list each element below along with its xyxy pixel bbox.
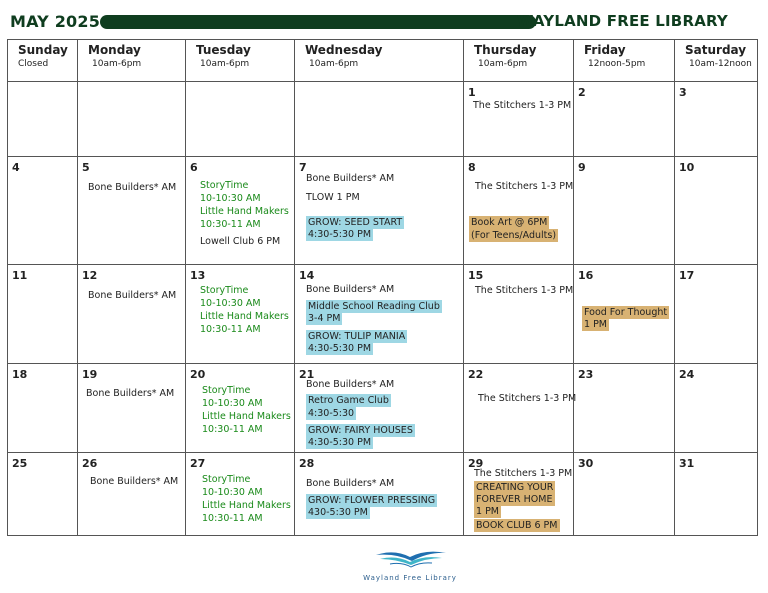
weekday-hours: 10am-6pm	[309, 59, 359, 69]
day-cell-21[interactable]	[295, 364, 464, 453]
event-little-hand-makers-time: 10:30-11 AM	[200, 324, 261, 335]
weekday-name: Thursday	[474, 43, 537, 57]
day-number: 20	[190, 368, 206, 381]
event-bone-builders: Bone Builders* AM	[306, 173, 395, 184]
weekday-name: Wednesday	[305, 43, 383, 57]
day-cell-27[interactable]	[186, 453, 295, 536]
weekday-tuesday	[186, 40, 295, 82]
book-wave-logo-icon	[370, 547, 450, 569]
event-creating-forever-home: CREATING YOUR	[476, 482, 554, 493]
day-number: 10	[679, 161, 695, 174]
day-cell-13[interactable]	[186, 265, 295, 364]
weekday-wednesday	[295, 40, 464, 82]
weekday-hours: 10am-12noon	[689, 59, 752, 69]
week-row	[8, 364, 758, 453]
day-cell-12[interactable]	[78, 265, 186, 364]
calendar-grid	[7, 39, 758, 536]
day-number: 12	[82, 269, 98, 282]
event-little-hand-makers: Little Hand Makers	[200, 206, 289, 217]
event-storytime-time: 10-10:30 AM	[202, 487, 263, 498]
event-storytime: StoryTime	[202, 385, 251, 396]
day-cell-11[interactable]	[8, 265, 78, 364]
weekday-name: Friday	[584, 43, 626, 57]
day-number: 31	[679, 457, 695, 470]
logo-caption: Wayland Free Library	[363, 574, 457, 582]
event-grow-flower-pressing-time: 430-5:30 PM	[308, 507, 368, 518]
day-cell-19[interactable]	[78, 364, 186, 453]
day-cell-9[interactable]	[574, 157, 675, 265]
event-grow-tulip-mania-time: 4:30-5:30 PM	[308, 343, 372, 354]
event-grow-tulip-mania: GROW: TULIP MANIA	[308, 331, 406, 342]
event-storytime-time: 10-10:30 AM	[200, 193, 261, 204]
day-number: 24	[679, 368, 695, 381]
day-number: 15	[468, 269, 484, 282]
day-cell-8[interactable]	[464, 157, 574, 265]
event-bone-builders: Bone Builders* AM	[88, 290, 177, 301]
event-stitchers: The Stitchers 1-3 PM	[475, 181, 574, 192]
day-number: 22	[468, 368, 484, 381]
weekday-name: Sunday	[18, 43, 68, 57]
weekday-hours: 10am-6pm	[200, 59, 250, 69]
day-number: 2	[578, 86, 586, 99]
event-retro-game-club-time: 4:30-5:30	[308, 408, 355, 419]
weekday-monday	[78, 40, 186, 82]
day-number: 3	[679, 86, 687, 99]
weekday-hours: 12noon-5pm	[588, 59, 646, 69]
event-book-art-audience: (For Teens/Adults)	[471, 230, 557, 241]
day-cell-26[interactable]	[78, 453, 186, 536]
event-storytime: StoryTime	[200, 180, 249, 191]
day-number: 8	[468, 161, 476, 174]
weekday-hours: 10am-6pm	[92, 59, 142, 69]
event-little-hand-makers: Little Hand Makers	[202, 411, 291, 422]
day-cell-14[interactable]	[295, 265, 464, 364]
event-book-art: Book Art @ 6PM	[471, 217, 548, 228]
day-number: 5	[82, 161, 90, 174]
empty-day-cell	[295, 82, 464, 157]
day-cell-5[interactable]	[78, 157, 186, 265]
weekday-saturday	[675, 40, 758, 82]
weekday-header-row	[8, 40, 758, 82]
day-cell-17[interactable]	[675, 265, 758, 364]
empty-day-cell	[186, 82, 295, 157]
day-cell-15[interactable]	[464, 265, 574, 364]
day-cell-16[interactable]	[574, 265, 675, 364]
weekday-thursday	[464, 40, 574, 82]
event-stitchers: The Stitchers 1-3 PM	[475, 285, 574, 296]
day-number: 9	[578, 161, 586, 174]
event-bone-builders: Bone Builders* AM	[306, 478, 395, 489]
day-cell-6[interactable]	[186, 157, 295, 265]
day-number: 4	[12, 161, 20, 174]
event-lowell-club: Lowell Club 6 PM	[200, 236, 281, 247]
day-number: 17	[679, 269, 695, 282]
day-number: 19	[82, 368, 98, 381]
header-divider-bar	[100, 15, 536, 29]
event-little-hand-makers-time: 10:30-11 AM	[202, 513, 263, 524]
day-number: 29	[468, 457, 484, 470]
day-number: 30	[578, 457, 594, 470]
day-number: 28	[299, 457, 315, 470]
day-number: 25	[12, 457, 28, 470]
day-cell-2[interactable]	[574, 82, 675, 157]
day-cell-28[interactable]	[295, 453, 464, 536]
day-cell-1[interactable]	[464, 82, 574, 157]
week-row	[8, 265, 758, 364]
day-number: 21	[299, 368, 315, 381]
event-grow-fairy-houses: GROW: FAIRY HOUSES	[308, 425, 413, 436]
event-middle-school-reading-club: Middle School Reading Club	[308, 301, 440, 312]
day-cell-4[interactable]	[8, 157, 78, 265]
day-cell-31[interactable]	[675, 453, 758, 536]
day-number: 27	[190, 457, 206, 470]
event-tlow: TLOW 1 PM	[306, 192, 360, 203]
event-little-hand-makers: Little Hand Makers	[202, 500, 291, 511]
event-bone-builders: Bone Builders* AM	[306, 284, 395, 295]
day-cell-3[interactable]	[675, 82, 758, 157]
day-number: 14	[299, 269, 315, 282]
event-bone-builders: Bone Builders* AM	[90, 476, 179, 487]
event-grow-flower-pressing: GROW: FLOWER PRESSING	[308, 495, 436, 506]
day-cell-7[interactable]	[295, 157, 464, 265]
event-storytime-time: 10-10:30 AM	[202, 398, 263, 409]
day-number: 26	[82, 457, 98, 470]
event-storytime: StoryTime	[200, 285, 249, 296]
event-creating-forever-home-time: 1 PM	[476, 506, 499, 517]
day-cell-29[interactable]	[464, 453, 574, 536]
empty-day-cell	[8, 82, 78, 157]
weekday-hours: 10am-6pm	[478, 59, 528, 69]
event-stitchers: The Stitchers 1-3 PM	[474, 468, 573, 479]
day-cell-20[interactable]	[186, 364, 295, 453]
day-number: 7	[299, 161, 307, 174]
empty-day-cell	[78, 82, 186, 157]
event-stitchers: The Stitchers 1-3 PM	[473, 100, 572, 111]
day-number: 1	[468, 86, 476, 99]
day-cell-23[interactable]	[574, 364, 675, 453]
week-row	[8, 157, 758, 265]
event-grow-seed-start-time: 4:30-5:30 PM	[308, 229, 372, 240]
event-book-club: BOOK CLUB 6 PM	[476, 520, 558, 531]
event-bone-builders: Bone Builders* AM	[86, 388, 175, 399]
day-number: 16	[578, 269, 594, 282]
weekday-name: Saturday	[685, 43, 747, 57]
event-grow-fairy-houses-time: 4:30-5:30 PM	[308, 437, 372, 448]
library-logo	[360, 547, 460, 582]
weekday-sunday	[8, 40, 78, 82]
event-stitchers: The Stitchers 1-3 PM	[478, 393, 577, 404]
day-cell-22[interactable]	[464, 364, 577, 453]
day-cell-24[interactable]	[675, 364, 758, 453]
event-bone-builders: Bone Builders* AM	[88, 182, 177, 193]
week-row	[8, 453, 758, 536]
day-cell-30[interactable]	[574, 453, 675, 536]
weekday-name: Monday	[88, 43, 141, 57]
event-little-hand-makers: Little Hand Makers	[200, 311, 289, 322]
event-creating-forever-home-line2: FOREVER HOME	[476, 494, 553, 505]
event-storytime: StoryTime	[202, 474, 251, 485]
event-reading-club-time: 3-4 PM	[308, 313, 341, 324]
day-number: 23	[578, 368, 594, 381]
event-food-for-thought: Food For Thought	[584, 307, 668, 318]
weekday-hours: Closed	[18, 59, 49, 69]
week-row	[8, 82, 758, 157]
event-little-hand-makers-time: 10:30-11 AM	[200, 219, 261, 230]
weekday-name: Tuesday	[196, 43, 251, 57]
day-cell-25[interactable]	[8, 453, 78, 536]
day-number: 6	[190, 161, 198, 174]
event-bone-builders: Bone Builders* AM	[306, 379, 395, 390]
month-title: MAY 2025	[10, 12, 101, 31]
event-little-hand-makers-time: 10:30-11 AM	[202, 424, 263, 435]
event-grow-seed-start: GROW: SEED START	[308, 217, 403, 228]
day-cell-18[interactable]	[8, 364, 78, 453]
day-number: 18	[12, 368, 28, 381]
day-number: 11	[12, 269, 28, 282]
event-food-for-thought-time: 1 PM	[584, 319, 607, 330]
day-number: 13	[190, 269, 206, 282]
event-retro-game-club: Retro Game Club	[308, 395, 389, 406]
library-title: WAYLAND FREE LIBRARY	[516, 12, 728, 30]
event-storytime-time: 10-10:30 AM	[200, 298, 261, 309]
day-cell-10[interactable]	[675, 157, 758, 265]
weekday-friday	[574, 40, 675, 82]
